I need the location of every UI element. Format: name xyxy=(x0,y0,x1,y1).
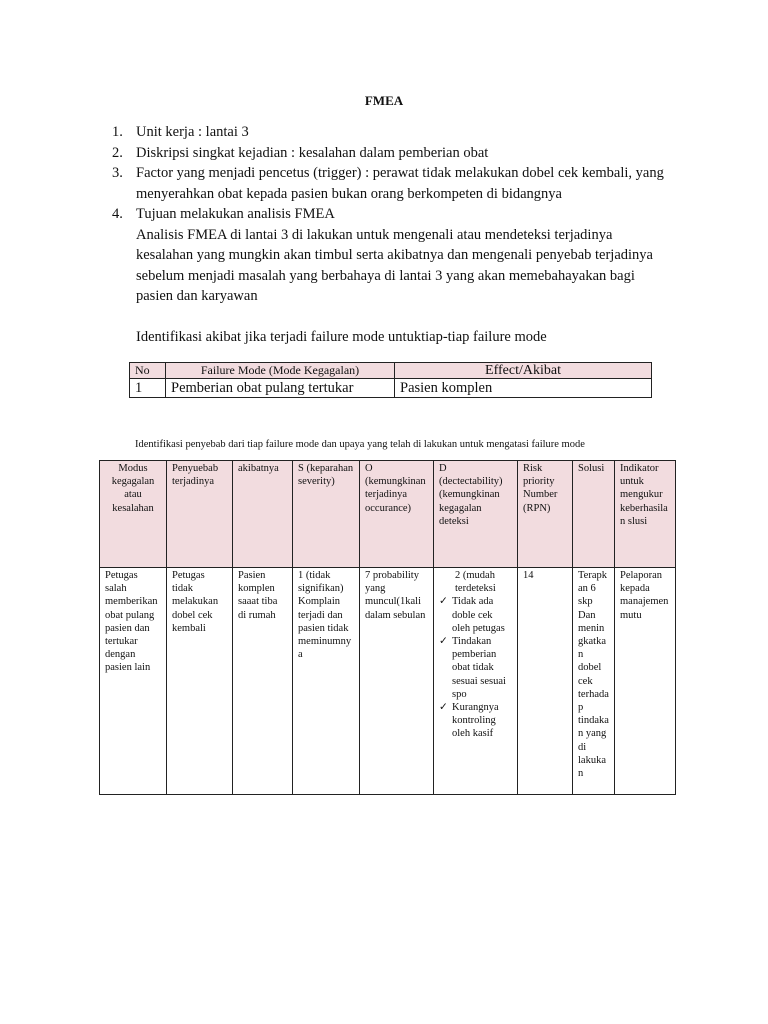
check-item-text: Tidak ada doble cek oleh petugas xyxy=(452,596,505,634)
detectability-checklist xyxy=(439,595,512,740)
list-item xyxy=(439,635,512,701)
check-item-text: Tindakan pemberian obat tidak sesuai sesuai spo xyxy=(452,636,506,700)
list-item xyxy=(112,143,672,164)
detectability-value: 2 (mudah terdeteksi xyxy=(455,570,496,595)
cause-table xyxy=(99,460,676,795)
header-detectability: D (dectectability) (kemungkinan kegagalan deteksi xyxy=(434,461,518,568)
check-item-text: Kurangnya kontroling oleh kasif xyxy=(452,702,499,740)
list-item xyxy=(439,595,512,635)
list-number: 2. xyxy=(112,144,123,161)
header-no: No xyxy=(130,363,166,379)
check-icon: ✓ xyxy=(439,596,448,608)
list-item xyxy=(112,163,672,204)
list-item-text: Diskripsi singkat kejadian : kesalahan dalam pemberian obat xyxy=(136,144,489,161)
table-row xyxy=(130,379,652,398)
identification-heading: Identifikasi akibat jika terjadi failure mode untuktiap-tiap failure mode xyxy=(136,328,547,345)
effect-table xyxy=(129,362,652,398)
cell-solusi: Terapkan 6 skp Dan meningkatkan dobel cek terhadap tindakan yang di lakukan xyxy=(573,568,615,795)
cell-akibat: Pasien komplen saaat tiba di rumah xyxy=(233,568,293,795)
header-akibat: akibatnya xyxy=(233,461,293,568)
list-item-text: Unit kerja : lantai 3 xyxy=(136,124,249,140)
analysis-paragraph: Analisis FMEA di lantai 3 di lakukan untuk mengenali atau mendeteksi terjadinya kesalahan yang mungkin akan timbul serta akibatnya dan mengenali penyebab terjadinya sebelum menjadi masalah yang berbahaya di lantai 3 yang akan memebahayakan bagi pasien dan karyawan xyxy=(136,226,653,304)
cell-detectability xyxy=(434,568,518,795)
header-modus: Modus kegagalan atau kesalahan xyxy=(100,461,167,568)
header-occurance: O (kemungkinan terjadinya occurance) xyxy=(360,461,434,568)
list-item xyxy=(112,122,672,143)
header-severity: S (keparahan severity) xyxy=(293,461,360,568)
list-number: 1. xyxy=(112,124,123,140)
cell-penyebab: Petugas tidak melakukan dobel cek kembali xyxy=(167,568,233,795)
check-icon: ✓ xyxy=(439,702,448,714)
cell-effect: Pasien komplen xyxy=(395,379,652,398)
list-item xyxy=(112,204,672,225)
cell-failure-mode: Pemberian obat pulang tertukar xyxy=(166,379,395,398)
list-number: 3. xyxy=(112,165,123,181)
cell-modus: Petugas salah memberikan obat pulang pasien dan tertukar dengan pasien lain xyxy=(100,568,167,795)
header-indikator: Indikator untuk mengukur keberhasilan slusi xyxy=(615,461,676,568)
check-icon: ✓ xyxy=(439,636,448,648)
list-item-text: Tujuan melakukan analisis FMEA xyxy=(136,206,335,222)
table-header-row xyxy=(100,461,676,568)
list-number: 4. xyxy=(112,206,123,222)
cell-severity: 1 (tidak signifikan) Komplain terjadi dan pasien tidak meminumnya xyxy=(293,568,360,795)
header-rpn: Risk priority Number (RPN) xyxy=(518,461,573,568)
list-item-text: Factor yang menjadi pencetus (trigger) : perawat tidak melakukan dobel cek kembali, yang menyerahkan obat kepada pasien bukan orang berkompeten di bidangnya xyxy=(136,165,664,202)
table-row xyxy=(100,568,676,795)
cell-indikator: Pelaporan kepada manajemen mutu xyxy=(615,568,676,795)
numbered-list xyxy=(112,122,672,347)
header-effect: Effect/Akibat xyxy=(395,363,652,379)
document-title: FMEA xyxy=(364,93,404,108)
header-failure-mode: Failure Mode (Mode Kegagalan) xyxy=(166,363,395,379)
header-penyebab: Penyuebab terjadinya xyxy=(167,461,233,568)
header-solusi: Solusi xyxy=(573,461,615,568)
table-header-row xyxy=(130,363,652,379)
cell-rpn: 14 xyxy=(518,568,573,795)
list-item xyxy=(439,701,512,741)
cell-no: 1 xyxy=(130,379,166,398)
table2-caption: Identifikasi penyebab dari tiap failure mode dan upaya yang telah di lakukan untuk mengatasi failure mode xyxy=(135,439,585,450)
cell-occurance: 7 probability yang muncul(1kali dalam sebulan xyxy=(360,568,434,795)
